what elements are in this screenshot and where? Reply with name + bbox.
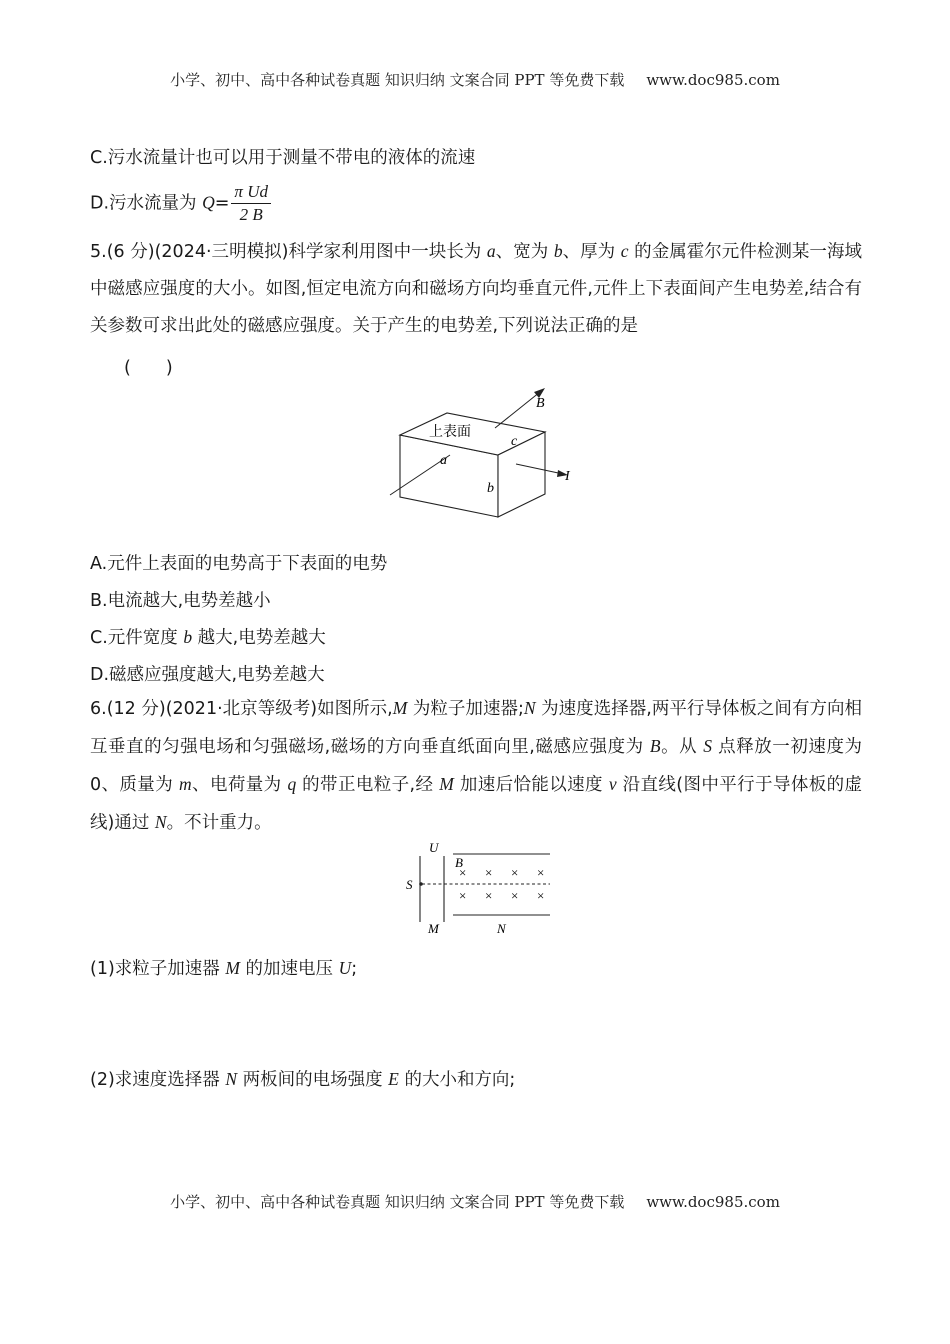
field-cross: × bbox=[511, 888, 519, 903]
q4-var-Q: Q bbox=[202, 192, 215, 213]
q6-var-S: S bbox=[703, 736, 713, 756]
label-B: B bbox=[455, 855, 463, 870]
page-header bbox=[0, 69, 950, 90]
q6-var-N: N bbox=[523, 698, 536, 718]
footer-site: www.doc985.com bbox=[646, 1193, 780, 1211]
q5-option-c-pre: C.元件宽度 bbox=[90, 628, 184, 648]
label-S: S bbox=[406, 877, 413, 892]
q6-stem-part: 的带正电粒子,经 bbox=[296, 775, 440, 795]
header-site: www.doc985.com bbox=[646, 71, 780, 89]
label-I: I bbox=[565, 469, 570, 484]
q6-stem-part: 、电荷量为 bbox=[191, 775, 288, 795]
label-M: M bbox=[428, 921, 439, 936]
q5-stem-part: 、厚为 bbox=[562, 242, 621, 262]
q6-var-m: m bbox=[179, 774, 192, 794]
q4-fraction bbox=[231, 182, 271, 225]
q4-fraction-num: π Ud bbox=[231, 182, 271, 204]
q6-part-2 bbox=[90, 1066, 515, 1091]
footer-text: 小学、初中、高中各种试卷真题 知识归纳 文案合同 PPT 等免费下载 bbox=[170, 1193, 625, 1211]
q4-option-c: C.污水流量计也可以用于测量不带电的液体的流速 bbox=[90, 148, 476, 168]
q6-part-2-var-N: N bbox=[225, 1069, 238, 1089]
q5-var-b: b bbox=[553, 241, 563, 261]
q6-var-B: B bbox=[649, 736, 661, 756]
q6-stem-part: 为速度选择器,两平行导体板之间有方向相互垂直的匀强电场和匀强磁场,磁场的方向垂直纸面向里,磁感应强度为 bbox=[90, 699, 862, 757]
q5-option-c-post: 越大,电势差越大 bbox=[192, 628, 326, 648]
label-a: a bbox=[440, 453, 447, 468]
q6-var-N: N bbox=[154, 812, 167, 832]
label-b: b bbox=[487, 481, 494, 496]
q5-var-c: c bbox=[620, 241, 629, 261]
q4-option-d-prefix: D.污水流量为 bbox=[90, 193, 203, 214]
q4-fraction-den: 2 B bbox=[239, 205, 263, 224]
q5-answer-blank: ( ) bbox=[124, 358, 173, 378]
label-N: N bbox=[497, 921, 506, 936]
hall-element-figure bbox=[380, 380, 590, 520]
field-cross: × bbox=[485, 888, 493, 903]
field-cross: × bbox=[537, 888, 545, 903]
q6-stem-part: 6.(12 分)(2021·北京等级考)如图所示, bbox=[90, 699, 393, 719]
q5-var-a: a bbox=[486, 241, 496, 261]
field-cross: × bbox=[537, 865, 545, 880]
top-surface-label: 上表面 bbox=[429, 425, 471, 440]
q6-var-M: M bbox=[392, 698, 408, 718]
label-c: c bbox=[511, 434, 518, 449]
q6-stem bbox=[90, 690, 862, 842]
q6-part-2-text: 两板间的电场强度 bbox=[237, 1070, 389, 1090]
q6-part-1-var-M: M bbox=[225, 958, 240, 978]
label-B: B bbox=[536, 396, 545, 411]
q6-part-2-var-E: E bbox=[388, 1069, 399, 1089]
q6-stem-part: 。不计重力。 bbox=[166, 813, 272, 833]
q4-eq: = bbox=[214, 193, 230, 214]
q6-stem-part: 加速后恰能以速度 bbox=[453, 775, 609, 795]
q6-part-1-text: (1)求粒子加速器 bbox=[90, 959, 226, 979]
q6-part-1-text: ; bbox=[351, 959, 358, 979]
q5-stem-part: 5.(6 分)(2024·三明模拟)科学家利用图中一块长为 bbox=[90, 242, 487, 262]
q6-part-1-text: 的加速电压 bbox=[239, 959, 339, 979]
q5-option-c-var: b bbox=[183, 627, 193, 647]
q5-stem-part: 的金属霍尔元件检测某一海域中磁感应强度的大小。如图,恒定电流方向和磁场方向均垂直元件,元件上下表面间产生电势差,结合有关参数可求出此处的磁感应强度。关于产生的电势差,下列说法正确的是 bbox=[90, 242, 862, 336]
q6-part-1-var-U: U bbox=[338, 958, 352, 978]
q6-stem-part: 为粒子加速器; bbox=[407, 699, 524, 719]
q6-stem-part: 沿直线(图中平行于导体板的虚线)通过 bbox=[90, 775, 863, 833]
page-footer bbox=[0, 1191, 950, 1212]
q6-part-1 bbox=[90, 955, 357, 980]
B-line-upper bbox=[495, 392, 540, 428]
q6-part-2-text: (2)求速度选择器 bbox=[90, 1070, 226, 1090]
header-text: 小学、初中、高中各种试卷真题 知识归纳 文案合同 PPT 等免费下载 bbox=[170, 71, 625, 89]
q5-option-b: B.电流越大,电势差越小 bbox=[90, 591, 271, 611]
q5-stem bbox=[90, 233, 862, 345]
q5-stem-part: 、宽为 bbox=[495, 242, 554, 262]
q6-stem-part: 。从 bbox=[660, 737, 704, 757]
q5-option-c bbox=[90, 624, 326, 649]
q6-var-v: v bbox=[608, 774, 617, 794]
accelerator-selector-figure bbox=[398, 838, 558, 938]
q6-part-2-text: 的大小和方向; bbox=[398, 1070, 516, 1090]
q6-var-M: M bbox=[439, 774, 454, 794]
field-cross: × bbox=[485, 865, 493, 880]
field-cross: × bbox=[459, 865, 467, 880]
field-cross: × bbox=[459, 888, 467, 903]
q5-option-a: A.元件上表面的电势高于下表面的电势 bbox=[90, 554, 388, 574]
q6-var-q: q bbox=[287, 774, 297, 794]
q4-option-d bbox=[90, 182, 273, 225]
field-cross: × bbox=[511, 865, 519, 880]
q5-option-d: D.磁感应强度越大,电势差越大 bbox=[90, 665, 325, 685]
label-U: U bbox=[429, 840, 439, 855]
q6-stem-part: 点释放一初速度为 0、质量为 bbox=[90, 737, 863, 795]
